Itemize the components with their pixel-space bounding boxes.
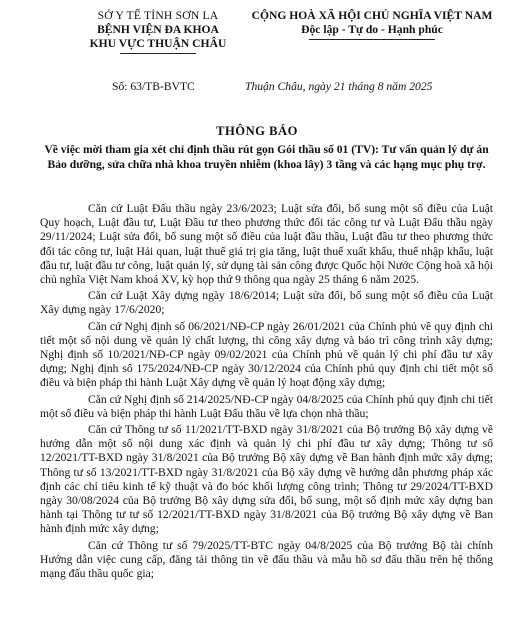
document-title: THÔNG BÁO — [216, 124, 298, 138]
nation-name: CỘNG HOÀ XÃ HỘI CHỦ NGHĨA VIỆT NAM — [251, 9, 493, 22]
legal-basis-paragraph: Căn cứ Nghị định số 214/2025/NĐ-CP ngày 04/8/2025 của Chính phủ quy định chi tiết một số điều và biện pháp thi hành Luật Đấu thầu về lựa chọn nhà thầu; — [40, 392, 493, 420]
legal-basis-paragraph: Căn cứ Thông tư số 11/2021/TT-BXD ngày 31/8/2021 của Bộ trưởng Bộ xây dựng về hướng dẫn một số nội dung xác định và quản lý chi phí đầu tư xây dựng; Thông tư số 12/2021/TT-BXD ngày 31/8/2021 của Bộ trưởng Bộ xây dựng về Ban hành định mức xây dựng; Thông tư số 13/2021/TT-BXD ngày 31/8/2021 của Bộ xây dựng về hướng dẫn phương pháp xác định các chỉ tiêu kinh tế kỹ thuật và đo bóc khối lượng công trình; Thông tư 29/2024/TT-BXD ngày 30/08/2024 của Bộ trưởng Bộ xây dựng sửa đổi, bổ sung, một số định mức xây dựng ban hành tại Thông tư tư số 12/2021/TT-BXD ngày 31/8/2021 của Bộ trưởng Bộ xây dựng về Ban hành định mức xây dựng; — [40, 423, 493, 536]
hospital-name-line1: BỆNH VIỆN ĐA KHOA — [97, 23, 219, 36]
national-motto: Độc lập - Tự do - Hạnh phúc — [301, 23, 443, 36]
legal-basis-paragraph: Căn cứ Luật Đấu thầu ngày 23/6/2023; Luật sửa đổi, bổ sung một số điều của Luật Quy hoạch, Luật đầu tư, Luật Đầu tư theo phương thức đối tác công tư và Luật Đấu thầu ngày 29/11/2024; Luật sửa đổi, bổ sung một số điều của luật đầu thầu, Luật đầu tư theo phương thức đối tác công tư, luật Hải quan, luật thuế giá trị gia tăng, luật thuế xuất khẩu, thuế nhập khẩu, luật đầu tư, luật đầu tư công, luật quản lý, sử dụng tài sản công được Quốc hội Nước Cộng hoà xã hội chủ nghĩa Việt Nam khoá XV, kỳ họp thứ 9 thông qua ngày 25 tháng 6 năm 2025. — [40, 202, 493, 287]
legal-basis-paragraph: Căn cứ Luật Xây dựng ngày 18/6/2014; Luật sửa đổi, bổ sung một số điều của Luật Xây dựng ngày 17/6/2020; — [40, 289, 493, 317]
hospital-name-line2: KHU VỰC THUẬN CHÂU — [89, 37, 227, 50]
agency-underline — [120, 53, 196, 54]
document-body — [40, 202, 493, 583]
issuing-agency-block — [58, 9, 258, 54]
national-motto-block — [232, 9, 512, 40]
place-and-date: Thuận Châu, ngày 21 tháng 8 năm 2025 — [245, 80, 433, 93]
legal-basis-paragraph: Căn cứ Thông tư số 79/2025/TT-BTC ngày 04/8/2025 của Bộ trưởng Bộ tài chính Hướng dẫn việc cung cấp, đăng tải thông tin về đấu thầu và mẫu hồ sơ đấu thầu trên hệ thống mạng đấu thầu quốc gia; — [40, 538, 493, 581]
motto-underline — [309, 39, 435, 40]
legal-basis-paragraph: Căn cứ Nghị định số 06/2021/NĐ-CP ngày 26/01/2021 của Chính phủ về quy định chi tiết một số nội dung về quản lý chất lượng, thi công xây dựng và bảo trì công trình xây dựng; Nghị định số 10/2021/NĐ-CP ngày 09/02/2021 của Chính phủ về quản lý chi phí đầu tư xây dựng; Nghị định số 175/2024/NĐ-CP ngày 30/12/2024 của Chính phủ quy định chi tiết một số điều và biện pháp thi hành Luật Xây dựng về quản lý hoạt động xây dựng; — [40, 319, 493, 390]
document-number: Số: 63/TB-BVTC — [112, 80, 195, 93]
document-subject: Về việc mời tham gia xét chỉ định thầu rút gọn Gói thầu số 01 (TV): Tư vấn quản lý dự án Bảo dưỡng, sửa chữa nhà khoa truyền nhiễm (khoa lây) 3 tầng và các hạng mục phụ trợ. — [44, 143, 489, 171]
parent-agency: SỞ Y TẾ TỈNH SƠN LA — [97, 9, 219, 22]
